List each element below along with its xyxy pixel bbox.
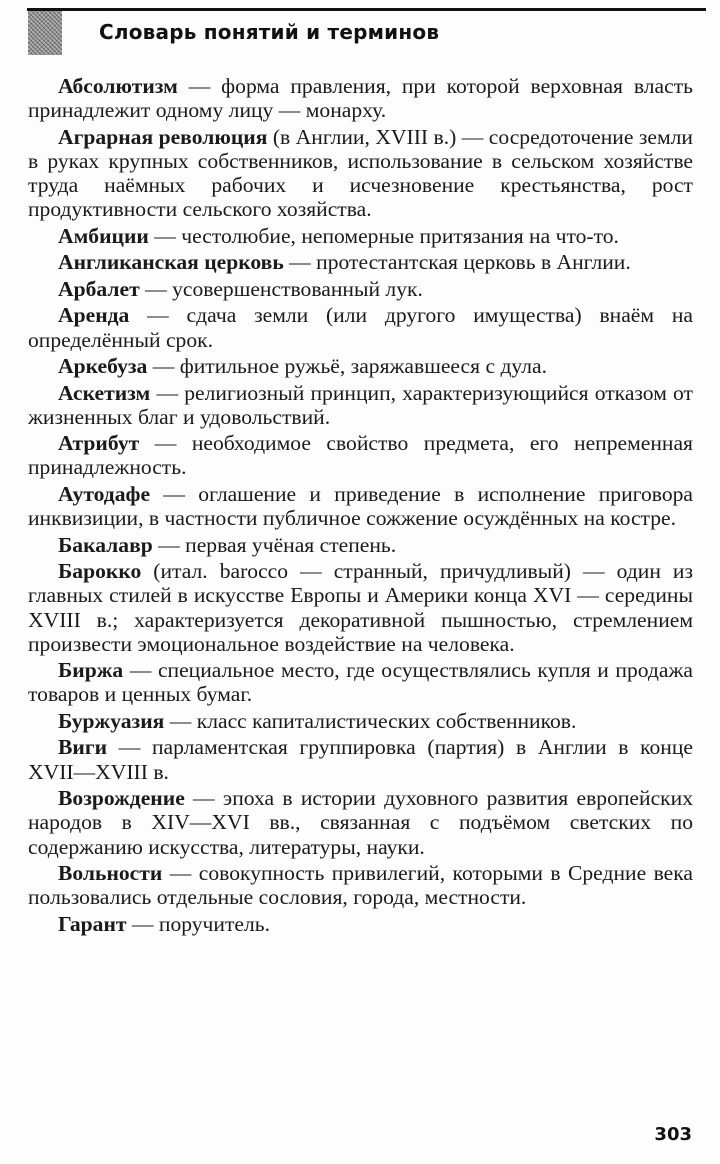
glossary-definition: — оглашение и приведение в исполнение приговора инквизиции, в частности публичное сожжение осуждённых на костре. [28,481,693,531]
header-decoration-block [28,11,62,55]
glossary-entry [28,709,693,733]
glossary-entry [28,125,693,222]
glossary-entry [28,354,693,378]
glossary-entry [28,786,693,859]
glossary-definition: — совокупность привилегий, которыми в Средние века пользовались отдельные сословия, города, местности. [28,861,693,910]
glossary-entry [28,74,693,122]
glossary-term: Барокко [58,559,142,584]
glossary-term: Абсолютизм [58,74,178,98]
glossary-definition: (итал. barocco — странный, причудливый) — один из главных стилей в искусстве Европы и Америки конца XVI — середины XVIII в.; характеризуется декоративной пышностью, стремлением произвести эмоциональное воздействие на человека. [28,559,693,656]
glossary-term: Аграрная революция [58,124,268,149]
glossary-definition: — класс капиталистических собственников. [164,708,577,733]
glossary-term: Англиканская церковь [58,250,284,275]
glossary-term: Аренда [58,303,130,328]
glossary-definition: — форма правления, при которой верховная власть принадлежит одному лицу — монарху. [28,74,693,123]
glossary-definition: — поручитель. [126,911,271,936]
glossary-definition: — парламентская группировка (партия) в Англии в конце XVII—XVIII в. [28,735,693,784]
glossary-entry [28,250,693,274]
glossary-term: Гарант [58,911,127,936]
glossary-definition: — специальное место, где осуществлялись купля и продажа товаров и ценных бумаг. [28,658,693,707]
glossary-definition: — первая учёная степень. [152,532,397,557]
glossary-definition: — фитильное ружьё, заряжавшееся с дула. [147,354,548,379]
glossary-entry [28,431,693,479]
glossary-entry [28,224,693,248]
glossary-term: Аскетизм [58,380,151,405]
header-rule [27,8,706,11]
glossary-list [28,74,693,938]
glossary-term: Арбалет [58,276,140,301]
page-number: 303 [654,1124,692,1145]
glossary-entry [28,861,693,909]
glossary-term: Амбиции [58,223,149,248]
glossary-definition: — протестантская церковь в Англии. [283,250,631,275]
glossary-definition: — честолюбие, непомерные притязания на что-то. [148,223,619,248]
glossary-entry [28,533,693,557]
glossary-definition: — религиозный принцип, характеризующийся отказом от жизненных благ и удовольствий. [28,380,693,429]
glossary-term: Буржуазия [58,708,165,733]
glossary-definition: — необходимое свойство предмета, его непременная принадлежность. [28,431,693,480]
glossary-term: Вольности [58,861,163,886]
glossary-term: Виги [58,735,108,760]
glossary-term: Биржа [58,658,124,683]
glossary-entry [28,381,693,429]
glossary-term: Аутодафе [58,481,151,506]
glossary-definition: (в Англии, XVIII в.) — сосредоточение земли в руках крупных собственников, использование в сельском хозяйстве труда наёмных рабочих и исчезновение крестьянства, рост продуктивности сельского хозяйства. [28,124,693,222]
glossary-term: Бакалавр [58,532,153,557]
glossary-entry [28,735,693,783]
glossary-definition: — усовершенствованный лук. [139,276,423,301]
glossary-entry [28,912,693,936]
glossary-entry [28,482,693,530]
glossary-entry [28,559,693,656]
glossary-term: Возрождение [58,786,185,811]
glossary-entry [28,277,693,301]
glossary-definition: — сдача земли (или другого имущества) внаём на определённый срок. [28,303,693,352]
glossary-term: Атрибут [58,431,140,456]
glossary-entry [28,658,693,706]
glossary-term: Аркебуза [58,354,148,379]
glossary-entry [28,303,693,351]
glossary-definition: — эпоха в истории духовного развития европейских народов в XIV—XVI вв., связанная с подъёмом светских по содержанию искусства, литературы, науки. [28,786,693,859]
section-title: Словарь понятий и терминов [99,20,440,44]
